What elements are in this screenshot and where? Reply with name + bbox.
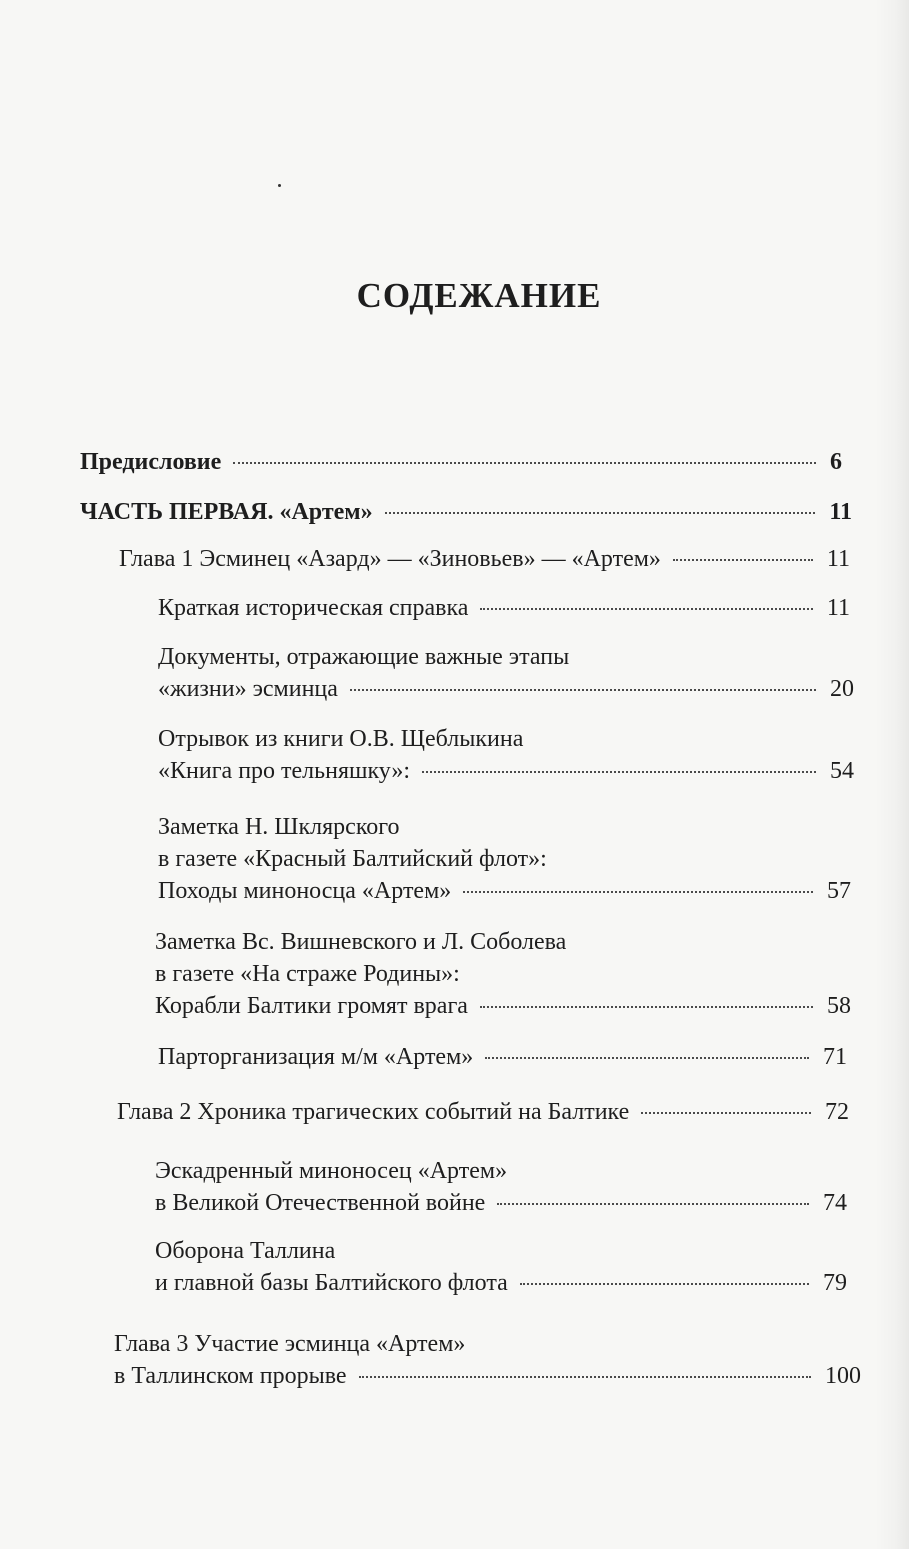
- toc-entry-line: в Великой Отечественной войне: [155, 1190, 486, 1216]
- toc-entry-line: Глава 3 Участие эсминца «Артем»: [114, 1331, 466, 1357]
- page-number: 71: [823, 1044, 847, 1070]
- toc-entry-preface[interactable]: [80, 446, 842, 478]
- toc-entry-row: [117, 1096, 849, 1128]
- toc-entry-great-patriotic-war[interactable]: [155, 1155, 847, 1219]
- page-number: 54: [830, 758, 854, 784]
- page-number: 11: [826, 546, 850, 572]
- toc-entry-row: [80, 496, 852, 528]
- toc-entry-party-organization[interactable]: [158, 1041, 847, 1073]
- toc-entry-row: [155, 1267, 847, 1299]
- toc-entry-chapter-2[interactable]: [117, 1096, 849, 1128]
- toc-entry-row: [158, 592, 850, 624]
- toc-entry-line: Отрывок из книги О.В. Щеблыкина: [158, 726, 524, 752]
- page-number: 11: [826, 595, 850, 621]
- toc-entry-line: Глава 1 Эсминец «Азард» — «Зиновьев» — «Артем»: [119, 546, 661, 572]
- toc-entry-line: Оборона Таллина: [155, 1238, 336, 1264]
- toc-entry-row: [158, 673, 854, 705]
- page-number: 58: [827, 993, 851, 1019]
- toc-entry-line: Краткая историческая справка: [158, 595, 469, 621]
- toc-entry-tallinn-defense[interactable]: [155, 1235, 847, 1299]
- toc-entry-row: [155, 1187, 847, 1219]
- page-number: 57: [827, 878, 851, 904]
- page-number: 100: [825, 1363, 861, 1389]
- toc-entry-line: в Таллинском прорыве: [114, 1363, 347, 1389]
- toc-entry-part-one[interactable]: [80, 496, 852, 528]
- toc-entry-line: в газете «На страже Родины»:: [155, 961, 460, 987]
- toc-entry-line: Документы, отражающие важные этапы: [158, 644, 570, 670]
- toc-entry-line: Походы миноносца «Артем»: [158, 878, 452, 904]
- dot-leader: [422, 771, 816, 773]
- toc-entry-documents[interactable]: [158, 641, 854, 705]
- dot-leader: [485, 1057, 809, 1059]
- toc-entry-row: [158, 755, 854, 787]
- toc-entry-row: [80, 446, 842, 478]
- dot-leader: [497, 1203, 809, 1205]
- toc-entry-line: Предисловие: [80, 449, 222, 475]
- toc-entry-line: Эскадренный миноносец «Артем»: [155, 1158, 508, 1184]
- toc-entry-chapter-3[interactable]: [114, 1328, 861, 1392]
- dot-leader: [385, 512, 816, 514]
- toc-entry-shklyarsky-note[interactable]: [158, 811, 851, 907]
- page-number: 11: [829, 499, 852, 525]
- toc-entry-line: «Книга про тельняшку»:: [158, 758, 411, 784]
- page-number: 74: [823, 1190, 847, 1216]
- dot-leader: [520, 1283, 809, 1285]
- toc-entry-line: Заметка Н. Шклярского: [158, 814, 400, 840]
- toc-entry-chapter-1[interactable]: [119, 543, 850, 575]
- toc-entry-line: Заметка Вс. Вишневского и Л. Соболева: [155, 929, 567, 955]
- toc-entry-line: и главной базы Балтийского флота: [155, 1270, 508, 1296]
- toc-entry-row: [158, 875, 851, 907]
- toc-entry-line: «жизни» эсминца: [158, 676, 338, 702]
- toc-entry-historical-note[interactable]: [158, 592, 850, 624]
- toc-entry-line: в газете «Красный Балтийский флот»:: [158, 846, 547, 872]
- toc-entry-row: [158, 1041, 847, 1073]
- dot-leader: [641, 1112, 811, 1114]
- page-number: 79: [823, 1270, 847, 1296]
- page-number: 6: [830, 449, 842, 475]
- page-number: 20: [830, 676, 854, 702]
- dot-leader: [673, 559, 813, 561]
- toc-entry-row: [114, 1360, 861, 1392]
- dot-leader: [463, 891, 813, 893]
- dot-leader: [233, 462, 816, 464]
- toc-entry-line: Корабли Балтики громят врага: [155, 993, 468, 1019]
- dot-leader: [359, 1376, 811, 1378]
- dot-leader: [350, 689, 816, 691]
- toc-entry-line: Глава 2 Хроника трагических событий на Балтике: [117, 1099, 630, 1125]
- toc-entry-vishnevsky-note[interactable]: [155, 926, 851, 1022]
- toc-entry-row: [155, 990, 851, 1022]
- toc-entry-row: [119, 543, 850, 575]
- toc-entry-line: ЧАСТЬ ПЕРВАЯ. «Артем»: [80, 499, 373, 525]
- page-title: СОДЕЖАНИЕ: [356, 276, 602, 315]
- dot-leader: [480, 608, 812, 610]
- dot-leader: [480, 1006, 813, 1008]
- toc-entry-line: Парторганизация м/м «Артем»: [158, 1044, 474, 1070]
- page-number: 72: [825, 1099, 849, 1125]
- toc-entry-shcheblykin-excerpt[interactable]: [158, 723, 854, 787]
